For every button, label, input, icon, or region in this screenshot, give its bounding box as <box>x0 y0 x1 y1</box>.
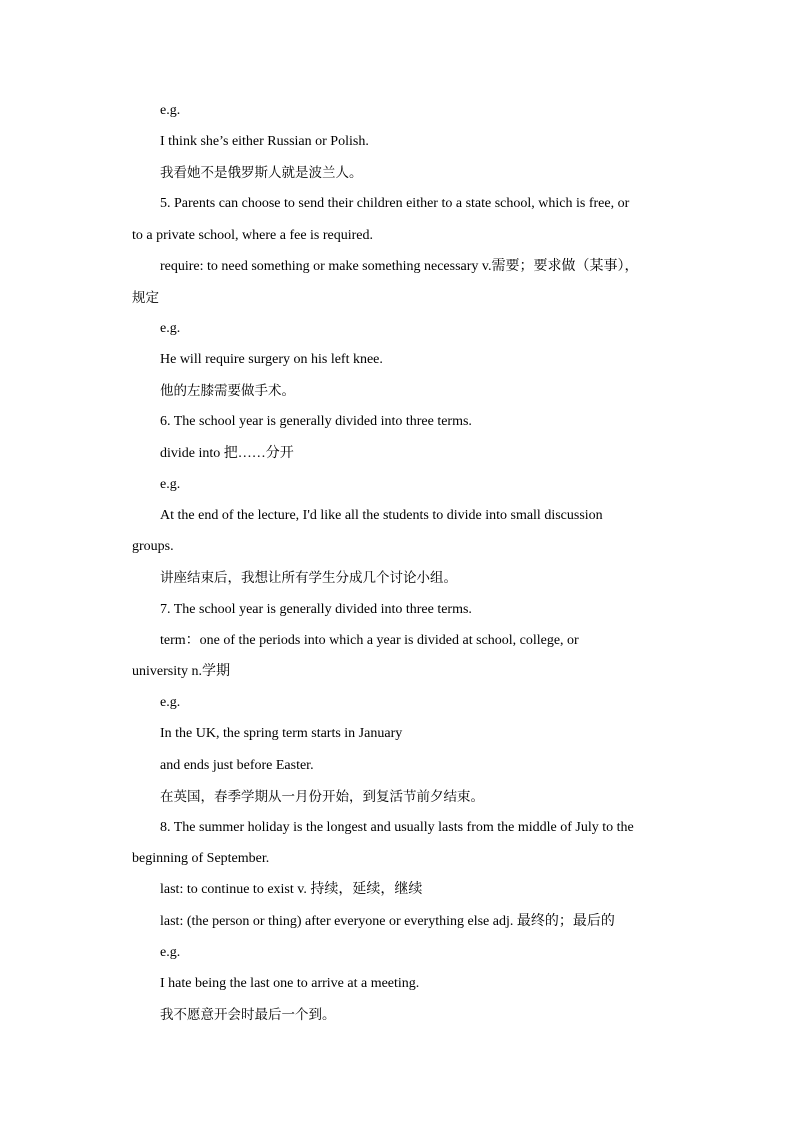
definition-term: term：one of the periods into which a year is divided at school, college, or <box>160 633 579 648</box>
definition-divide-into: divide into 把……分开 <box>160 446 294 461</box>
definition-last-verb: last: to continue to exist v. 持续，延续，继续 <box>160 882 423 897</box>
sentence-7: 7. The school year is generally divided into three terms. <box>160 602 472 617</box>
example-sentence: In the UK, the spring term starts in January <box>160 726 403 741</box>
example-translation: 在英国，春季学期从一月份开始，到复活节前夕结束。 <box>160 789 484 805</box>
example-label: e.g. <box>160 321 181 336</box>
example-translation: 我不愿意开会时最后一个到。 <box>160 1007 336 1023</box>
sentence-5-continued: to a private school, where a fee is required. <box>132 228 374 243</box>
example-sentence: He will require surgery on his left knee. <box>160 352 383 367</box>
definition-require-continued: 规定 <box>132 290 159 306</box>
example-sentence: I hate being the last one to arrive at a meeting. <box>160 976 420 991</box>
example-label: e.g. <box>160 945 181 960</box>
example-translation: 他的左膝需要做手术。 <box>160 383 295 399</box>
sentence-8: 8. The summer holiday is the longest and usually lasts from the middle of July to the <box>160 820 634 835</box>
definition-last-adjective: last: (the person or thing) after everyone or everything else adj. 最终的；最后的 <box>160 914 615 929</box>
sentence-8-continued: beginning of September. <box>132 851 270 866</box>
definition-term-continued: university n.学期 <box>132 664 230 679</box>
definition-require: require: to need something or make something necessary v.需要；要求做（某事）， <box>160 259 639 274</box>
example-sentence: I think she’s either Russian or Polish. <box>160 134 369 149</box>
example-translation: 讲座结束后，我想让所有学生分成几个讨论小组。 <box>160 570 457 586</box>
example-label: e.g. <box>160 695 181 710</box>
sentence-6: 6. The school year is generally divided into three terms. <box>160 414 472 429</box>
example-sentence: At the end of the lecture, I'd like all the students to divide into small discussion <box>160 508 603 523</box>
example-sentence-continued: groups. <box>132 539 174 554</box>
example-label: e.g. <box>160 103 181 118</box>
example-translation: 我看她不是俄罗斯人就是波兰人。 <box>160 165 363 181</box>
example-sentence-continued: and ends just before Easter. <box>160 758 314 773</box>
example-label: e.g. <box>160 477 181 492</box>
sentence-5: 5. Parents can choose to send their children either to a state school, which is free, or <box>160 196 630 211</box>
